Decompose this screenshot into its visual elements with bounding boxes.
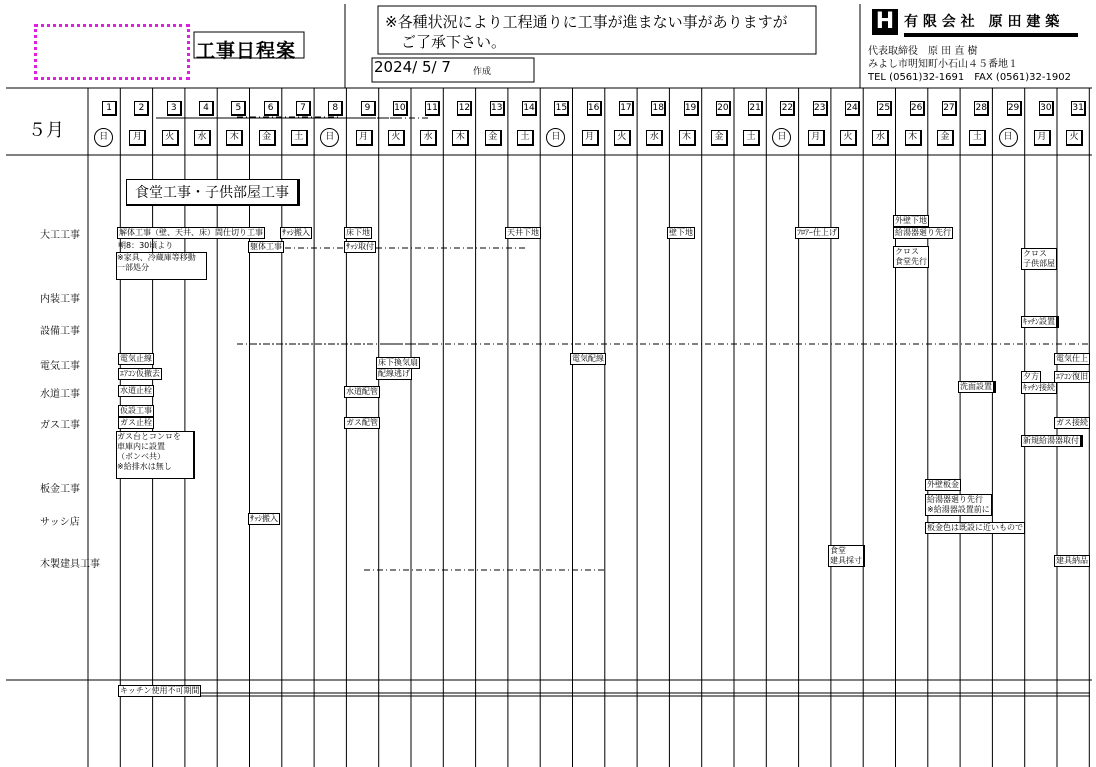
day-number-10: 10 [393, 101, 408, 116]
event-shokudo-saisun [828, 545, 865, 567]
event-sash-toritsuke: ｻｯｼ取付 [346, 242, 374, 251]
event-gas-dai [116, 431, 195, 479]
day-number-17: 17 [619, 101, 634, 116]
event-kitchen-setchi: ｷｯﾁﾝ設置 [1021, 316, 1059, 328]
row-label-sasshi: サッシ店 [40, 517, 80, 528]
event-gaiheki-2: 給湯器廻り先行 [895, 228, 951, 237]
project-title [126, 179, 300, 206]
day-number-20: 20 [716, 101, 731, 116]
event-suido-shisen: 水道止栓 [120, 386, 152, 395]
event-aircon-fukkyu: ｴｱｺﾝ復旧 [1056, 372, 1088, 381]
event-sash-hannyu-1: ｻｯｼ搬入 [282, 228, 310, 237]
day-number-30: 30 [1039, 101, 1054, 116]
weekday-12: 木 [452, 130, 469, 146]
weekday-9: 月 [356, 130, 373, 146]
day-number-13: 13 [490, 101, 505, 116]
event-kagu [116, 252, 207, 280]
event-gas-setsuzoku: ガス接続 [1056, 418, 1088, 427]
event-cloth-kodomo-line1: クロス [1023, 249, 1047, 258]
day-number-7: 7 [296, 101, 311, 116]
weekday-30: 月 [1034, 130, 1051, 146]
event-kitchen-fuka: キッチン使用不可期間 [120, 686, 200, 695]
day-number-22: 22 [780, 101, 795, 116]
day-number-6: 6 [264, 101, 279, 116]
weekday-1: 日 [94, 128, 113, 147]
event-aircon-off: ｴｱｺﾝ仮撤去 [120, 369, 160, 378]
weekday-17: 火 [614, 130, 631, 146]
event-denki-hai: 電気配線 [572, 354, 604, 363]
row-label-mokusei: 木製建具工事 [40, 559, 100, 570]
day-number-8: 8 [328, 101, 343, 116]
event-kabe: 壁下地 [669, 228, 693, 237]
event-gas-dai-line1: ガス台とコンロを [117, 432, 181, 441]
event-yukashita: 床下地 [346, 228, 370, 237]
company-underline [904, 33, 1078, 37]
event-shinki-kyuto: 新規給湯器取付 [1021, 435, 1083, 447]
event-gas-dai-line4: ※給排水は無し [117, 462, 172, 471]
weekday-31: 火 [1066, 130, 1083, 146]
event-shokudo-line1: 食堂 [830, 546, 846, 555]
weekday-29: 日 [999, 128, 1018, 147]
event-bankin-line2: ※給湯器設置前に [927, 505, 990, 514]
row-label-denki: 電気工事 [40, 361, 80, 372]
row-label-daiku: 大工工事 [40, 230, 80, 241]
weekday-2: 月 [129, 130, 146, 146]
weekday-4: 水 [194, 130, 211, 146]
weekday-7: 土 [291, 130, 308, 146]
event-gaiheki-1: 外壁下地 [895, 216, 927, 225]
day-number-21: 21 [748, 101, 763, 116]
event-kagu-line2: 一部処分 [117, 263, 149, 272]
weekday-24: 火 [840, 130, 857, 146]
row-label-naisou: 内装工事 [40, 294, 80, 305]
weekday-18: 水 [646, 130, 663, 146]
day-number-2: 2 [134, 101, 149, 116]
day-number-29: 29 [1007, 101, 1022, 116]
project-title-text: 食堂工事・子供部屋工事 [135, 185, 289, 201]
day-number-16: 16 [587, 101, 602, 116]
weekday-3: 火 [162, 130, 179, 146]
company-logo [872, 9, 898, 35]
event-suido-hai: 水道配管 [346, 387, 378, 396]
event-bankin-color: 板金色は既設に近いもので [927, 523, 1023, 532]
weekday-5: 木 [226, 130, 243, 146]
creation-date-suffix: 作成 [473, 67, 492, 77]
weekday-6: 金 [259, 130, 276, 146]
row-label-bankin: 板金工事 [40, 484, 80, 495]
day-number-12: 12 [457, 101, 472, 116]
company-contact: TEL (0561)32-1691 FAX (0561)32-1902 [868, 72, 1071, 83]
day-number-1: 1 [102, 101, 117, 116]
event-shokudo-line2: 建具採寸 [830, 556, 862, 565]
event-kutai: 躯体工事 [250, 242, 282, 251]
event-kagu-line1: ※家具、冷蔵庫等移動 [117, 253, 196, 262]
event-cloth-shokudo-line1: クロス [895, 247, 919, 256]
event-gaiheki-bankin: 外壁板金 [927, 480, 959, 489]
day-number-3: 3 [167, 101, 182, 116]
company-name: 有 限 会 社 原 田 建 築 [904, 14, 1060, 30]
notice-line-2: ご了承下さい。 [401, 33, 507, 51]
day-number-9: 9 [361, 101, 376, 116]
event-gas-dai-line3: （ボンベ共） [117, 452, 165, 461]
day-number-19: 19 [684, 101, 699, 116]
event-senmen: 洗面設置 [958, 381, 996, 393]
event-cloth-shokudo-line2: 食堂先行 [895, 257, 927, 266]
day-number-28: 28 [974, 101, 989, 116]
weekday-21: 土 [743, 130, 760, 146]
event-cloth-shokudo [893, 246, 929, 268]
weekday-13: 金 [485, 130, 502, 146]
event-cloth-kodomo [1021, 248, 1057, 270]
weekday-28: 土 [969, 130, 986, 146]
event-bankin [925, 494, 992, 516]
day-number-31: 31 [1071, 101, 1086, 116]
event-yukashita-denki-1: 床下換気扇 [378, 358, 418, 367]
weekday-14: 土 [517, 130, 534, 146]
weekday-19: 木 [679, 130, 696, 146]
day-number-18: 18 [651, 101, 666, 116]
event-denki-shiage: 電気仕上 [1056, 354, 1088, 363]
event-tenjo: 天井下地 [507, 228, 539, 237]
company-address: みよし市明知町小石山４５番地１ [868, 59, 1018, 70]
event-gas-dai-line2: 車庫内に設置 [117, 442, 165, 451]
creation-date: 2024/ 5/ 7 [374, 58, 451, 76]
weekday-25: 水 [872, 130, 889, 146]
row-label-setsubi: 設備工事 [40, 326, 80, 337]
day-number-24: 24 [845, 101, 860, 116]
event-cloth-kodomo-line2: 子供部屋 [1023, 259, 1055, 268]
event-kitchen-setsuzoku: ｷｯﾁﾝ接続 [1023, 383, 1055, 392]
day-number-4: 4 [199, 101, 214, 116]
day-number-5: 5 [231, 101, 246, 116]
day-number-25: 25 [877, 101, 892, 116]
day-number-27: 27 [942, 101, 957, 116]
row-label-gas: ガス工事 [40, 420, 80, 431]
event-bankin-line1: 給湯器廻り先行 [927, 495, 983, 504]
weekday-22: 日 [772, 128, 791, 147]
day-number-15: 15 [554, 101, 569, 116]
event-asa: 朝8：30頃より [118, 241, 174, 250]
weekday-26: 木 [905, 130, 922, 146]
weekday-16: 月 [582, 130, 599, 146]
event-kaitai: 解体工事（壁、天井、床）間仕切り工事 [119, 228, 263, 237]
event-gas-hai: ガス配管 [346, 418, 378, 427]
event-yukashita-denki-2: 配線逃げ [378, 369, 410, 378]
notice-line-1: ※各種状況により工程通りに工事が進まない事がありますが [385, 13, 788, 31]
page-title: 工事日程案 [196, 40, 297, 62]
event-denki-shisen: 電気止線 [120, 354, 152, 363]
weekday-15: 日 [546, 128, 565, 147]
event-sash-hannyu-2: ｻｯｼ搬入 [250, 514, 278, 523]
day-number-14: 14 [522, 101, 537, 116]
month-label: ５月 [28, 120, 64, 141]
dotted-blank-frame [34, 24, 190, 80]
day-number-23: 23 [813, 101, 828, 116]
event-kasetsu: 仮設工事 [120, 406, 152, 415]
company-representative: 代表取締役 原 田 直 樹 [868, 46, 978, 57]
weekday-11: 水 [420, 130, 437, 146]
event-floor: ﾌﾛｱｰ仕上げ [797, 228, 837, 237]
weekday-8: 日 [320, 128, 339, 147]
weekday-27: 金 [937, 130, 954, 146]
weekday-20: 金 [711, 130, 728, 146]
day-number-26: 26 [910, 101, 925, 116]
row-label-suido: 水道工事 [40, 389, 80, 400]
event-tategu: 建具納品 [1056, 556, 1088, 565]
weekday-23: 月 [808, 130, 825, 146]
weekday-10: 火 [388, 130, 405, 146]
event-yugata: 夕方 [1023, 372, 1039, 381]
day-number-11: 11 [425, 101, 440, 116]
logo-letter: H [875, 9, 895, 34]
event-gas-shisen: ガス止栓 [120, 418, 152, 427]
